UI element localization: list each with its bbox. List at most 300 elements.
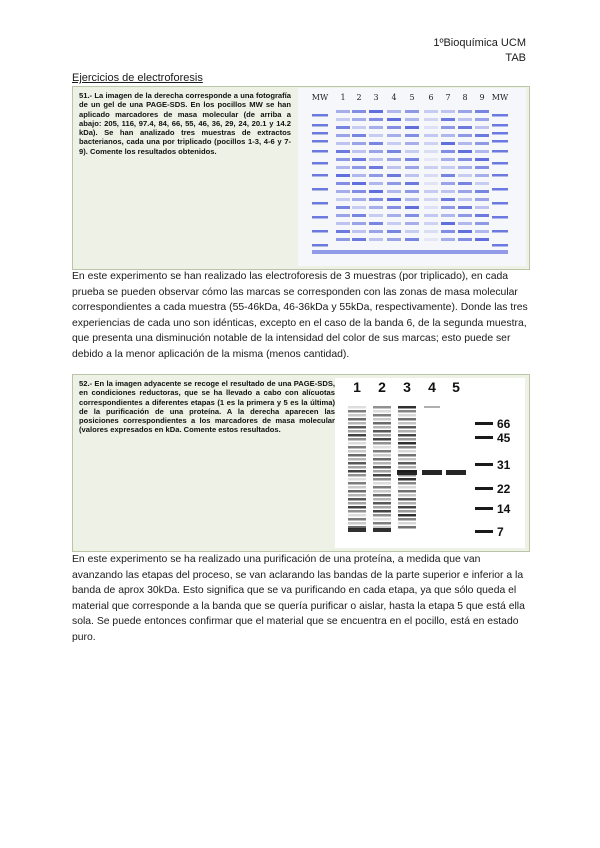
gel-52-sample-band [348, 506, 366, 509]
gel-52-mw-tick [475, 530, 493, 533]
gel-51-sample-band [458, 174, 472, 177]
gel-51-sample-band [336, 158, 350, 161]
gel-52-sample-band [398, 462, 416, 465]
gel-51-marker-band [492, 150, 508, 153]
gel-51-sample-band [352, 182, 366, 185]
gel-51-sample-band [441, 166, 455, 169]
gel-52-sample-band [373, 422, 391, 425]
gel-51-sample-band [369, 110, 383, 113]
gel-51-sample-band [405, 166, 419, 169]
gel-51-sample-band [424, 206, 438, 209]
gel-51-sample-band [424, 166, 438, 169]
gel-51-marker-band [492, 162, 508, 165]
gel-51-sample-band [475, 238, 489, 241]
gel-52-sample-band [398, 478, 416, 481]
gel-52-sample-band [398, 406, 416, 409]
gel-51-sample-band [475, 150, 489, 153]
gel-52-mw-tick [475, 487, 493, 490]
gel-51-marker-band [312, 244, 328, 247]
gel-51-marker-band [312, 150, 328, 153]
gel-51-marker-band [492, 132, 508, 135]
gel-51-sample-band [405, 198, 419, 201]
gel-52-sample-band [398, 450, 416, 453]
gel-52-sample-band [398, 518, 416, 521]
gel-51-marker-band [492, 244, 508, 247]
gel-51-sample-band [441, 134, 455, 137]
gel-51-sample-band [336, 126, 350, 129]
gel-51-sample-band [458, 150, 472, 153]
gel-52-sample-band [398, 486, 416, 489]
gel-51-sample-band [441, 190, 455, 193]
gel-51-sample-band [424, 126, 438, 129]
gel-51-sample-band [405, 206, 419, 209]
gel-51-sample-band [387, 222, 401, 225]
gel-52-sample-band [373, 490, 391, 493]
gel-51-sample-band [475, 198, 489, 201]
gel-51-lane-label: 1 [340, 93, 346, 102]
gel-52-mw-tick [475, 507, 493, 510]
gel-51-sample-band [475, 182, 489, 185]
gel-52-sample-band [373, 430, 391, 433]
gel-51-sample-band [369, 166, 383, 169]
gel-51-sample-band [387, 158, 401, 161]
gel-51-marker-band [312, 162, 328, 165]
header-course: 1ºBioquímica UCM [433, 37, 526, 49]
gel-52-sample-band [348, 442, 366, 445]
gel-51-sample-band [441, 110, 455, 113]
gel-51-sample-band [387, 174, 401, 177]
gel-52-sample-band [398, 502, 416, 505]
gel-51-sample-band [475, 214, 489, 217]
gel-51-sample-band [336, 214, 350, 217]
gel-52-sample-band [348, 470, 366, 473]
gel-51-sample-band [369, 238, 383, 241]
gel-52-sample-band [348, 518, 366, 521]
gel-51-sample-band [352, 198, 366, 201]
gel-51-sample-band [405, 118, 419, 121]
gel-51-sample-band [458, 166, 472, 169]
gel-51-sample-band [352, 118, 366, 121]
gel-51-sample-band [336, 118, 350, 121]
gel-52-sample-band [348, 446, 366, 449]
gel-51-sample-band [369, 222, 383, 225]
gel-52-sample-band [348, 482, 366, 485]
gel-51-marker-band [492, 188, 508, 191]
gel-52-sample-band [373, 414, 391, 417]
gel-52-sample-band [373, 406, 391, 409]
gel-52-sample-band [398, 434, 416, 437]
gel-51-sample-band [424, 238, 438, 241]
section-title: Ejercicios de electroforesis [72, 72, 203, 84]
gel-51-sample-band [336, 206, 350, 209]
gel-52-sample-band [398, 446, 416, 449]
gel-51-sample-band [336, 142, 350, 145]
gel-51-sample-band [458, 118, 472, 121]
gel-51-marker-band [492, 174, 508, 177]
gel-52-sample-band [348, 490, 366, 493]
gel-51-sample-band [475, 174, 489, 177]
gel-51-sample-band [458, 110, 472, 113]
gel-52-sample-band [373, 442, 391, 445]
gel-52-target-band [397, 470, 417, 475]
gel-51-lane-label: 8 [462, 93, 468, 102]
gel-51-sample-band [387, 190, 401, 193]
gel-52-mw-label: 45 [497, 431, 511, 445]
gel-52-sample-band [373, 434, 391, 437]
gel-52-sample-band [348, 502, 366, 505]
gel-52-sample-band [373, 466, 391, 469]
gel-52-sample-band [348, 510, 366, 513]
gel-52-sample-band [398, 510, 416, 513]
gel-51-svg [298, 88, 526, 266]
gel-51-sample-band [352, 230, 366, 233]
gel-51-sample-band [458, 230, 472, 233]
gel-51-sample-band [458, 222, 472, 225]
gel-51-sample-band [475, 158, 489, 161]
gel-51-sample-band [475, 126, 489, 129]
gel-52-sample-band [373, 426, 391, 429]
gel-51-sample-band [475, 190, 489, 193]
gel-52-target-band [422, 470, 442, 475]
gel-52-sample-band [373, 438, 391, 441]
gel-51-marker-band [312, 188, 328, 191]
gel-51-marker-band [492, 114, 508, 117]
gel-51-marker-band [312, 124, 328, 127]
gel-51-sample-band [441, 174, 455, 177]
gel-51-sample-band [424, 198, 438, 201]
gel-52-sample-band [398, 454, 416, 457]
gel-52-sample-band [348, 426, 366, 429]
gel-52-sample-band [348, 474, 366, 477]
gel-52-lane-label: 1 [353, 379, 361, 395]
gel-51-sample-band [424, 182, 438, 185]
gel-51-marker-band [312, 132, 328, 135]
gel-52-lane-label: 2 [378, 379, 386, 395]
gel-52-sample-band [373, 494, 391, 497]
gel-51-sample-band [336, 190, 350, 193]
gel-51-sample-band [352, 174, 366, 177]
gel-52-sample-band [348, 466, 366, 469]
gel-51-sample-band [424, 230, 438, 233]
gel-51-sample-band [336, 150, 350, 153]
gel-51-sample-band [405, 222, 419, 225]
gel-52-sample-band [348, 478, 366, 481]
gel-52-sample-band [348, 418, 366, 421]
gel-52-mw-tick [475, 463, 493, 466]
gel-52-sample-band [348, 462, 366, 465]
gel-52-sample-band [373, 498, 391, 501]
gel-51-sample-band [458, 142, 472, 145]
gel-51-sample-band [336, 134, 350, 137]
gel-51-sample-band [475, 230, 489, 233]
gel-51-sample-band [387, 110, 401, 113]
gel-51-sample-band [424, 190, 438, 193]
gel-51-lane-label: MW [491, 93, 509, 102]
gel-51-marker-band [312, 174, 328, 177]
gel-52-sample-band [373, 518, 391, 521]
gel-51-sample-band [369, 182, 383, 185]
gel-52-mw-label: 66 [497, 417, 511, 431]
gel-image-52 [335, 378, 525, 548]
gel-51-sample-band [405, 230, 419, 233]
gel-52-sample-band [398, 410, 416, 413]
gel-51-sample-band [441, 158, 455, 161]
gel-51-sample-band [441, 206, 455, 209]
gel-51-sample-band [369, 190, 383, 193]
gel-51-sample-band [405, 142, 419, 145]
gel-51-sample-band [352, 126, 366, 129]
gel-51-sample-band [424, 134, 438, 137]
gel-52-sample-band [373, 446, 391, 449]
gel-51-lane-label: 2 [356, 93, 362, 102]
gel-52-sample-band [348, 410, 366, 413]
gel-51-sample-band [458, 182, 472, 185]
gel-52-lane-label: 4 [428, 379, 436, 395]
gel-51-sample-band [405, 110, 419, 113]
gel-51-sample-band [441, 222, 455, 225]
gel-52-sample-band [398, 482, 416, 485]
gel-52-sample-band [373, 458, 391, 461]
gel-51-sample-band [405, 150, 419, 153]
gel-51-sample-band [458, 198, 472, 201]
gel-51-sample-band [352, 158, 366, 161]
gel-51-sample-band [441, 150, 455, 153]
gel-52-sample-band [348, 522, 366, 525]
gel-51-sample-band [405, 190, 419, 193]
gel-51-sample-band [336, 182, 350, 185]
gel-52-sample-band [373, 486, 391, 489]
gel-52-sample-band [373, 510, 391, 513]
gel-51-sample-band [424, 142, 438, 145]
gel-52-sample-band [398, 522, 416, 525]
gel-51-sample-band [441, 118, 455, 121]
gel-52-target-band [446, 470, 466, 475]
gel-51-marker-band [312, 230, 328, 233]
gel-51-marker-band [492, 216, 508, 219]
gel-52-lane-label: 3 [403, 379, 411, 395]
gel-51-sample-band [387, 182, 401, 185]
gel-52-sample-band [398, 422, 416, 425]
gel-51-sample-band [441, 198, 455, 201]
gel-51-sample-band [458, 126, 472, 129]
gel-52-sample-band [348, 514, 366, 517]
gel-52-sample-band [424, 406, 440, 408]
gel-51-marker-band [312, 216, 328, 219]
gel-51-sample-band [336, 110, 350, 113]
gel-51-sample-band [405, 158, 419, 161]
gel-51-sample-band [369, 126, 383, 129]
gel-51-lane-label: 6 [428, 93, 434, 102]
gel-51-sample-band [369, 214, 383, 217]
gel-51-marker-band [312, 202, 328, 205]
gel-51-sample-band [458, 190, 472, 193]
gel-51-sample-band [441, 238, 455, 241]
gel-52-sample-band [398, 506, 416, 509]
gel-51-sample-band [369, 150, 383, 153]
header-author: TAB [505, 52, 526, 64]
gel-52-sample-band [348, 494, 366, 497]
gel-52-sample-band [398, 418, 416, 421]
gel-52-sample-band [398, 494, 416, 497]
gel-51-sample-band [458, 158, 472, 161]
gel-52-sample-band [348, 486, 366, 489]
gel-51-lane-label: 5 [409, 93, 415, 102]
gel-51-sample-band [441, 182, 455, 185]
gel-51-lane-label: 3 [373, 93, 379, 102]
gel-51-marker-band [492, 202, 508, 205]
gel-51-sample-band [405, 182, 419, 185]
gel-51-sample-band [441, 126, 455, 129]
gel-52-sample-band [348, 454, 366, 457]
gel-51-lane-label: 9 [479, 93, 485, 102]
document-header [433, 36, 526, 66]
gel-52-sample-band [373, 528, 391, 532]
gel-51-lane-label: 7 [445, 93, 451, 102]
gel-51-sample-band [369, 142, 383, 145]
gel-51-sample-band [352, 110, 366, 113]
gel-51-sample-band [387, 198, 401, 201]
gel-51-sample-band [336, 238, 350, 241]
gel-52-sample-band [398, 458, 416, 461]
gel-51-sample-band [387, 118, 401, 121]
gel-51-sample-band [369, 206, 383, 209]
gel-52-sample-band [373, 418, 391, 421]
gel-52-sample-band [348, 438, 366, 441]
gel-51-sample-band [424, 150, 438, 153]
gel-51-sample-band [336, 222, 350, 225]
gel-52-svg [335, 378, 525, 548]
gel-51-marker-band [492, 124, 508, 127]
gel-52-sample-band [348, 414, 366, 417]
gel-51-sample-band [475, 206, 489, 209]
gel-52-sample-band [373, 482, 391, 485]
gel-52-mw-label: 22 [497, 482, 511, 496]
gel-51-sample-band [387, 142, 401, 145]
gel-52-mw-label: 7 [497, 525, 504, 539]
gel-51-sample-band [424, 214, 438, 217]
gel-52-mw-label: 31 [497, 458, 511, 472]
gel-51-lane-label: MW [311, 93, 329, 102]
exercise-51-question: 51.- La imagen de la derecha corresponde a una fotografía de un gel de una PAGE-SDS. En los pocillos MW se han aplicado marcadores de masa molecular (de arriba a abajo: 205, 116, 97.4, 84, 66, 55, 46, 36, 29, 24, 20.1 y 14.2 kDa). Se han analizado tres muestras de extractos bacterianos, cada una por triplicado (pocillos 1-3, 4-6 y 7-9). Comente los resultados obtenidos. [79, 91, 291, 156]
gel-52-sample-band [348, 498, 366, 501]
gel-52-sample-band [348, 422, 366, 425]
gel-51-sample-band [336, 198, 350, 201]
gel-52-sample-band [373, 478, 391, 481]
gel-51-sample-band [458, 134, 472, 137]
gel-51-sample-band [424, 222, 438, 225]
gel-51-sample-band [424, 118, 438, 121]
gel-51-sample-band [458, 206, 472, 209]
gel-52-sample-band [348, 430, 366, 433]
gel-51-sample-band [475, 110, 489, 113]
gel-51-sample-band [352, 238, 366, 241]
gel-52-sample-band [398, 430, 416, 433]
gel-51-sample-band [352, 166, 366, 169]
gel-52-sample-band [373, 462, 391, 465]
gel-51-sample-band [405, 238, 419, 241]
gel-52-sample-band [398, 438, 416, 441]
gel-51-sample-band [387, 238, 401, 241]
gel-51-marker-band [312, 114, 328, 117]
gel-52-sample-band [373, 470, 391, 473]
gel-51-sample-band [475, 166, 489, 169]
gel-52-sample-band [348, 458, 366, 461]
gel-51-dye-front [312, 250, 508, 254]
gel-52-sample-band [398, 498, 416, 501]
gel-51-sample-band [387, 166, 401, 169]
gel-51-sample-band [387, 150, 401, 153]
gel-52-mw-tick [475, 436, 493, 439]
gel-52-lane-label: 5 [452, 379, 460, 395]
gel-51-sample-band [352, 142, 366, 145]
gel-52-mw-tick [475, 422, 493, 425]
gel-51-marker-band [492, 140, 508, 143]
gel-51-sample-band [441, 142, 455, 145]
gel-52-sample-band [373, 450, 391, 453]
gel-51-sample-band [336, 166, 350, 169]
gel-52-sample-band [398, 466, 416, 469]
exercise-52-question: 52.- En la imagen adyacente se recoge el resultado de una PAGE-SDS, en condiciones reductoras, que se ha llevado a cabo con alícuotas correspondientes a diferentes etapas (1 es la primera y 5 es la última) de la purificación de una proteína. A la derecha aparecen las posiciones correspondientes a los marcadores de masa molecular (valores expresados en kDa. Comente estos resultados. [79, 379, 335, 435]
gel-52-sample-band [373, 474, 391, 477]
gel-52-sample-band [398, 414, 416, 417]
gel-51-sample-band [369, 134, 383, 137]
gel-51-sample-band [405, 214, 419, 217]
gel-52-sample-band [398, 526, 416, 529]
exercise-52-answer: En este experimento se ha realizado una purificación de una proteína, a medida que van avanzando las etapas del proceso, se van aclarando las bandas de la parte superior e inferior a la banda de aprox 30kDa. Esto significa que se va purificando en cada etapa, ya que sólo queda el material que corresponde a la banda que se quería purificar o aislar, hasta la etapa 5 que está ella sola. Se puede entonces confirmar que el material que se encuentra en el pocillo, está en estado puro. [72, 554, 525, 643]
gel-51-sample-band [369, 118, 383, 121]
gel-51-sample-band [387, 206, 401, 209]
gel-51-sample-band [475, 118, 489, 121]
gel-52-sample-band [373, 514, 391, 517]
gel-51-sample-band [352, 206, 366, 209]
gel-52-sample-band [373, 502, 391, 505]
gel-51-sample-band [369, 158, 383, 161]
gel-51-sample-band [352, 134, 366, 137]
gel-image-51 [298, 88, 526, 266]
gel-51-sample-band [475, 134, 489, 137]
gel-51-marker-band [492, 230, 508, 233]
gel-51-sample-band [352, 222, 366, 225]
gel-51-sample-band [405, 174, 419, 177]
gel-51-sample-band [424, 158, 438, 161]
gel-52-sample-band [373, 454, 391, 457]
gel-52-mw-label: 14 [497, 502, 511, 516]
gel-51-sample-band [387, 214, 401, 217]
gel-51-sample-band [369, 198, 383, 201]
gel-52-sample-band [398, 514, 416, 517]
gel-52-sample-band [398, 490, 416, 493]
gel-51-sample-band [352, 214, 366, 217]
gel-52-sample-band [398, 442, 416, 445]
gel-51-sample-band [387, 230, 401, 233]
gel-51-sample-band [405, 126, 419, 129]
gel-51-sample-band [458, 214, 472, 217]
gel-51-sample-band [387, 126, 401, 129]
gel-51-sample-band [424, 174, 438, 177]
gel-51-sample-band [458, 238, 472, 241]
gel-51-sample-band [336, 174, 350, 177]
gel-52-sample-band [398, 426, 416, 429]
gel-51-lane-label: 4 [391, 93, 397, 102]
gel-51-sample-band [352, 190, 366, 193]
gel-52-sample-band [348, 450, 366, 453]
gel-51-sample-band [475, 142, 489, 145]
gel-52-sample-band [348, 528, 366, 532]
gel-52-sample-band [373, 506, 391, 509]
gel-51-sample-band [424, 110, 438, 113]
gel-51-sample-band [387, 134, 401, 137]
gel-51-marker-band [312, 140, 328, 143]
